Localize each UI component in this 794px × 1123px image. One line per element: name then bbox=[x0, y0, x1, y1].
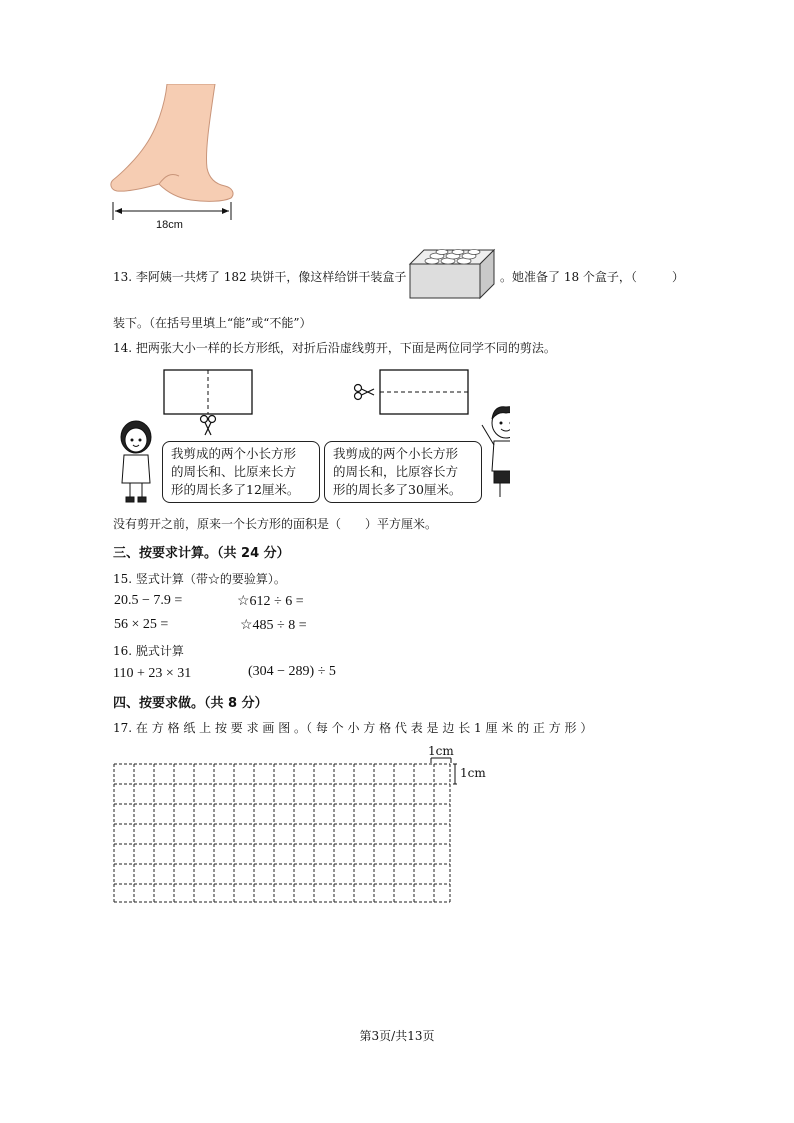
bubble-right-line-2: 的周长和，比原容长方 bbox=[333, 464, 459, 479]
hand-measure-figure bbox=[105, 84, 245, 234]
q15-item-2: ☆612 ÷ 6 = bbox=[237, 594, 304, 609]
page-number: 第3页/共13页 bbox=[359, 1029, 435, 1043]
dashed-grid bbox=[114, 764, 450, 902]
scissors-icon-right bbox=[355, 385, 375, 400]
bubble-left-line-1: 我剪成的两个小长方形 bbox=[171, 446, 297, 461]
measure-label: 18cm bbox=[156, 219, 183, 231]
q14-question: 没有剪开之前，原来一个长方形的面积是（ ）平方厘米。 bbox=[113, 517, 438, 531]
speech-bubble-left bbox=[162, 441, 320, 503]
q13-line2: 装下。（在括号里填上“能”或“不能”） bbox=[113, 316, 312, 330]
cookie-box-icon bbox=[408, 248, 496, 300]
scissors-icon-left bbox=[201, 416, 216, 436]
q16-item-2: (304 − 289) ÷ 5 bbox=[248, 664, 336, 679]
section-3-heading: 三、按要求计算。（共 24 分） bbox=[113, 546, 290, 561]
girl-figure bbox=[121, 421, 151, 502]
q16-label: 16. 脱式计算 bbox=[113, 644, 184, 658]
q15-item-1: 20.5 − 7.9 = bbox=[114, 593, 183, 608]
q15-label: 15. 竖式计算（带☆的要验算）。 bbox=[113, 572, 286, 586]
bubble-left-line-3: 形的周长多了12厘米。 bbox=[171, 482, 300, 497]
unit-label-top: 1cm bbox=[428, 744, 454, 758]
boy-figure bbox=[482, 407, 510, 497]
q13-blank-close: ） bbox=[672, 270, 685, 284]
bubble-left-line-2: 的周长和、比原来长方 bbox=[171, 464, 297, 479]
q13-text-after: 。她准备了 18 个盒子，（ bbox=[500, 270, 637, 284]
bubble-right-line-1: 我剪成的两个小长方形 bbox=[333, 446, 459, 461]
q15-item-4: ☆485 ÷ 8 = bbox=[240, 618, 307, 633]
speech-bubble-right bbox=[324, 441, 482, 503]
q15-item-3: 56 × 25 = bbox=[114, 617, 169, 632]
q13-text-before: 13. 李阿姨一共烤了 182 块饼干，像这样给饼干装盒子 bbox=[113, 270, 407, 284]
section-4-heading: 四、按要求做。（共 8 分） bbox=[113, 696, 268, 711]
unit-bracket bbox=[431, 758, 457, 784]
grid-paper[interactable] bbox=[110, 756, 460, 906]
hand-illustration bbox=[111, 84, 233, 201]
q17-text: 17. 在 方 格 纸 上 按 要 求 画 图 。（ 每 个 小 方 格 代 表 是 边 长 1 厘 米 的 正 方 形 ） bbox=[113, 721, 593, 735]
bubble-right-line-3: 形的周长多了30厘米。 bbox=[333, 482, 462, 497]
q14-text: 14. 把两张大小一样的长方形纸，对折后沿虚线剪开，下面是两位同学不同的剪法。 bbox=[113, 341, 556, 355]
unit-label-side: 1cm bbox=[460, 766, 486, 780]
q16-item-1: 110 + 23 × 31 bbox=[113, 666, 192, 681]
